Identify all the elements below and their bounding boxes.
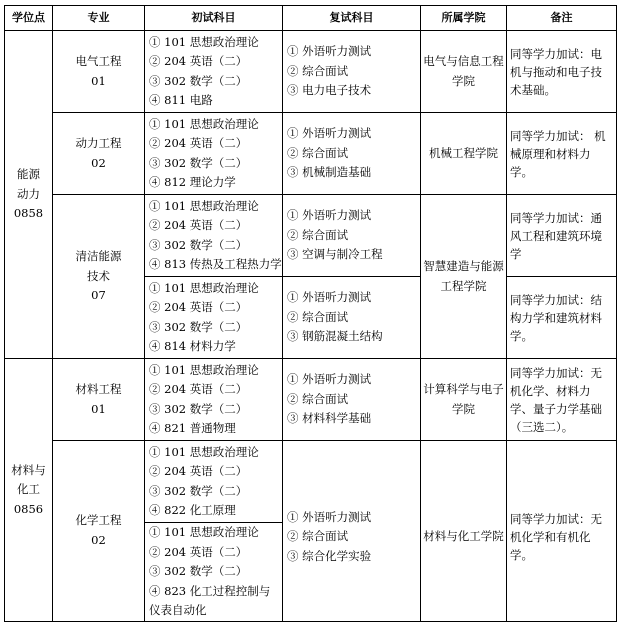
exam-item: ① 101 思想政治理论 <box>149 525 259 539</box>
exam-item: ② 204 英语（二） <box>149 544 248 559</box>
table-row <box>5 113 617 195</box>
header-college: 所属学院 <box>421 6 507 31</box>
major-code: 02 <box>91 532 106 547</box>
major-name: 清洁能源 <box>75 249 122 264</box>
major-code: 01 <box>91 73 106 88</box>
college-cell <box>421 441 507 622</box>
retest-item: ① 外语听力测试 <box>287 372 372 387</box>
exam-item: ② 204 英语（二） <box>149 382 248 396</box>
exam-item: ④ 813 传热及工程热力学 <box>149 257 282 271</box>
major-code: 07 <box>91 288 106 303</box>
college-line: 学院 <box>452 401 475 416</box>
retest-item: ① 外语听力测试 <box>287 126 372 141</box>
degree-point-line: 动力 <box>17 186 40 201</box>
exam-item: ② 204 英语（二） <box>149 136 248 150</box>
major-code: 02 <box>91 155 106 170</box>
retest-cell <box>283 277 421 359</box>
exam-item: ③ 302 数学（二） <box>149 73 248 88</box>
header-degree-point: 学位点 <box>5 6 53 31</box>
major-cell <box>53 113 145 195</box>
exam-cell <box>145 31 283 113</box>
retest-cell <box>283 195 421 277</box>
exam-item: ② 204 英语（二） <box>149 218 248 232</box>
exam-item: ④ 821 普通物理 <box>149 421 236 435</box>
degree-point-cell <box>5 359 53 622</box>
major-name: 动力工程 <box>75 136 122 150</box>
exam-item: ④ 811 电路 <box>149 93 213 107</box>
exam-cell <box>145 359 283 441</box>
table-row <box>5 195 617 277</box>
major-cell <box>53 441 145 622</box>
major-name: 技术 <box>87 268 110 283</box>
major-code: 01 <box>91 401 106 416</box>
exam-item: ① 101 思想政治理论 <box>149 116 259 131</box>
degree-point-cell <box>5 31 53 359</box>
note-text: 同等学力加试：无机化学和有机化学。 <box>510 511 602 562</box>
retest-item: ③ 机械制造基础 <box>287 165 372 180</box>
exam-cell <box>145 195 283 277</box>
retest-cell <box>283 359 421 441</box>
retest-item: ③ 材料科学基础 <box>287 411 372 426</box>
retest-item: ② 综合面试 <box>287 529 349 543</box>
exam-item: ① 101 思想政治理论 <box>149 280 259 295</box>
retest-item: ② 综合面试 <box>287 309 349 324</box>
retest-item: ① 外语听力测试 <box>287 509 372 524</box>
exam-cell <box>145 523 283 622</box>
note-text: 同等学力加试：结构力学和建筑材料学。 <box>510 292 602 343</box>
note-cell <box>507 277 617 359</box>
header-retest: 复试科目 <box>283 6 421 31</box>
retest-item: ① 外语听力测试 <box>287 290 372 305</box>
exam-item: ① 101 思想政治理论 <box>149 198 259 213</box>
header-initial-exam: 初试科目 <box>145 6 283 31</box>
exam-item: ④ 822 化工原理 <box>149 503 236 517</box>
degree-point-line: 0858 <box>13 206 44 221</box>
major-cell <box>53 359 145 441</box>
exam-cell <box>145 441 283 523</box>
note-cell <box>507 195 617 277</box>
college-line: 机械工程学院 <box>429 145 498 160</box>
exam-item: ② 204 英语（二） <box>149 464 248 478</box>
college-cell <box>421 113 507 195</box>
college-line: 计算科学与电子 <box>423 382 504 396</box>
header-row <box>5 6 617 31</box>
college-cell <box>421 195 507 359</box>
exam-item: ① 101 思想政治理论 <box>149 444 259 459</box>
major-cell <box>53 195 145 359</box>
college-cell <box>421 31 507 113</box>
table-row <box>5 441 617 523</box>
retest-item: ② 综合面试 <box>287 63 349 78</box>
table-row <box>5 31 617 113</box>
exam-item: ③ 302 数学（二） <box>149 237 248 252</box>
retest-cell <box>283 31 421 113</box>
exam-item: ② 204 英语（二） <box>149 54 248 68</box>
degree-point-line: 能源 <box>17 167 40 182</box>
major-name: 电气工程 <box>75 54 122 68</box>
degree-point-line: 材料与 <box>11 462 46 477</box>
college-line: 电气与信息工程 <box>423 54 504 68</box>
retest-item: ② 综合面试 <box>287 145 349 160</box>
exam-item: ④ 823 化工过程控制与仪表自动化 <box>149 583 271 617</box>
retest-cell <box>283 113 421 195</box>
header-major: 专业 <box>53 6 145 31</box>
college-line: 学院 <box>452 73 475 88</box>
note-text: 同等学力加试：通风工程和建筑环境学 <box>510 210 602 261</box>
college-cell <box>421 359 507 441</box>
exam-item: ③ 302 数学（二） <box>149 319 248 334</box>
retest-item: ① 外语听力测试 <box>287 208 372 223</box>
college-line: 材料与化工学院 <box>423 529 504 543</box>
exam-item: ④ 812 理论力学 <box>149 175 236 189</box>
retest-item: ① 外语听力测试 <box>287 44 372 59</box>
exam-item: ③ 302 数学（二） <box>149 483 248 498</box>
note-text: 同等学力加试： 机械原理和材料力学。 <box>510 128 606 179</box>
exam-item: ③ 302 数学（二） <box>149 401 248 416</box>
exam-item: ③ 302 数学（二） <box>149 155 248 170</box>
retest-item: ③ 综合化学实验 <box>287 548 372 563</box>
exam-cell <box>145 113 283 195</box>
retest-item: ③ 钢筋混凝土结构 <box>287 329 383 344</box>
note-cell <box>507 31 617 113</box>
retest-item: ② 综合面试 <box>287 391 349 406</box>
note-cell <box>507 441 617 622</box>
major-name: 材料工程 <box>75 382 122 396</box>
exam-item: ③ 302 数学（二） <box>149 564 248 578</box>
admissions-table <box>4 5 617 622</box>
retest-item: ③ 空调与制冷工程 <box>287 247 383 262</box>
retest-item: ③ 电力电子技术 <box>287 83 372 98</box>
exam-item: ① 101 思想政治理论 <box>149 362 259 377</box>
college-line: 工程学院 <box>440 278 487 293</box>
exam-item: ④ 814 材料力学 <box>149 339 236 353</box>
note-text: 同等学力加试：无机化学、材料力学、量子力学基础（三选二）。 <box>510 365 602 434</box>
note-cell <box>507 359 617 441</box>
exam-item: ② 204 英语（二） <box>149 300 248 314</box>
major-name: 化学工程 <box>75 513 122 528</box>
exam-item: ① 101 思想政治理论 <box>149 34 259 49</box>
retest-cell <box>283 441 421 622</box>
note-text: 同等学力加试：电机与拖动和电子技术基础。 <box>510 46 602 97</box>
header-note: 备注 <box>507 6 617 31</box>
college-line: 智慧建造与能源 <box>423 259 504 273</box>
note-cell <box>507 113 617 195</box>
degree-point-line: 0856 <box>13 501 44 516</box>
degree-point-line: 化工 <box>17 482 40 496</box>
table-row <box>5 359 617 441</box>
exam-cell <box>145 277 283 359</box>
major-cell <box>53 31 145 113</box>
retest-item: ② 综合面试 <box>287 227 349 242</box>
